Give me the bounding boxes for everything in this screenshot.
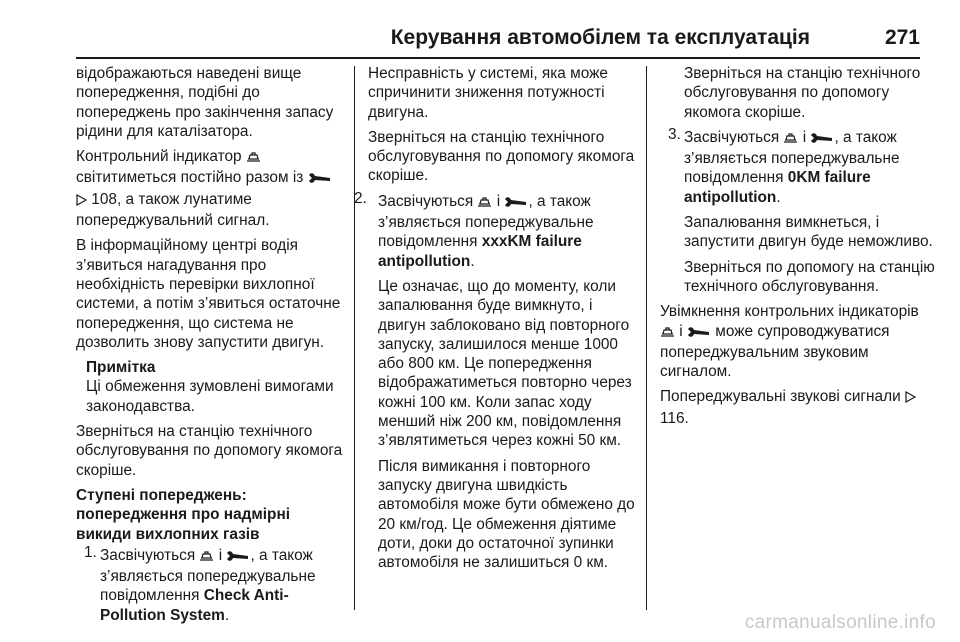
page-header xyxy=(76,0,920,60)
page-number: 271 xyxy=(884,26,920,49)
engine-warning-icon xyxy=(246,149,261,168)
wrench-service-icon xyxy=(687,324,711,343)
paragraph: Зверніться на станцію технічного обслуговування по допомогу якомога скоріше. xyxy=(368,128,635,185)
wrench-service-icon xyxy=(504,194,528,213)
column-2 xyxy=(354,64,636,578)
list-item xyxy=(660,125,935,207)
column-divider xyxy=(354,66,355,610)
column-1 xyxy=(76,64,344,631)
wrench-service-icon xyxy=(226,548,250,567)
text: Засвічуються xyxy=(684,128,780,146)
column-divider xyxy=(646,66,647,610)
text: і xyxy=(218,546,223,564)
paragraph: Після вимикання і повторного запуску двигуна швидкість автомобіля може бути обмежено до 20 км/год. Це обмеження діятиме доти, доки до остаточної зупинки автомобіля не залишиться 0 км. xyxy=(378,457,635,572)
page-reference-arrow-icon xyxy=(76,192,87,211)
text: може супроводжуватися попереджувальним звуковим сигналом. xyxy=(660,322,890,381)
text: , а також з’являється попереджувальне повідомлення xyxy=(684,128,900,187)
column-3 xyxy=(660,64,935,434)
paragraph xyxy=(660,387,935,428)
list-item xyxy=(76,543,344,625)
paragraph: В інформаційному центрі водія з’явиться нагадування про необхідність перевірки вихлопної системи, а потім з’явиться остаточне попередження, що система не дозволить знову запустити двигун. xyxy=(76,237,341,351)
text: , а також з’являється попереджувальне повідомлення xyxy=(378,192,594,251)
list-number: 3. xyxy=(668,125,681,143)
text: . xyxy=(470,252,475,270)
paragraph: Це означає, що до моменту, коли запалювання буде вимкнуто, і двигун заблоковано від повторного запуску, залишилося менше 1000 або 800 км. Це попередження відображатиметься повторно через кожні 100 км. Коли запас ходу менший ніж 200 км, повідомлення з’являтиметься через кожні 50 км. xyxy=(378,277,632,450)
paragraph: відображаються наведені вище попередження, подібні до попереджень про закінчення запасу рідини для каталізатора. xyxy=(76,65,334,140)
text: Засвічуються xyxy=(378,192,474,210)
note-title: Примітка xyxy=(86,359,156,377)
text: . xyxy=(776,188,781,206)
text: Увімкнення контрольних індикаторів xyxy=(660,303,919,321)
list-number: 2. xyxy=(354,189,367,207)
text: і xyxy=(679,322,683,340)
text: Попереджувальні звукові сигнали xyxy=(660,388,901,406)
text: і xyxy=(496,192,501,210)
text: і xyxy=(802,128,807,146)
engine-warning-icon xyxy=(660,324,675,343)
text: . xyxy=(224,606,230,624)
warning-message: xxxKM failure antipollution xyxy=(378,233,582,270)
text: 108, а також лунатиме попереджувальний сигнал. xyxy=(76,190,270,230)
text: , а також з’являється попереджувальне повідомлення xyxy=(100,546,316,605)
engine-warning-icon xyxy=(477,194,492,213)
text: Засвічуються xyxy=(100,546,196,564)
paragraph: Зверніться на станцію технічного обслуговування по допомогу якомога скоріше. xyxy=(684,65,921,121)
paragraph: Зверніться на станцію технічного обслуговування по допомогу якомога скоріше. xyxy=(76,423,343,479)
wrench-service-icon xyxy=(810,130,834,149)
list-item xyxy=(354,189,636,271)
section-heading: Ступені попереджень: попередження про надмірні викиди вихлопних газів xyxy=(76,486,291,543)
watermark: carmanualsonline.info xyxy=(744,612,936,633)
list-number: 1. xyxy=(84,543,97,561)
engine-warning-icon xyxy=(199,548,214,567)
paragraph xyxy=(76,147,344,230)
warning-message: Check Anti-Pollution System xyxy=(100,587,289,624)
note-text: Ці обмеження зумовлені вимогами законодавства. xyxy=(86,378,334,415)
wrench-service-icon xyxy=(308,170,332,189)
page-title: Керування автомобілем та експлуатація xyxy=(390,26,810,49)
paragraph: Зверніться по допомогу на станцію технічного обслуговування. xyxy=(684,258,935,295)
engine-warning-icon xyxy=(783,130,798,149)
paragraph: Запалювання вимкнеться, і запустити двигун буде неможливо. xyxy=(684,214,933,251)
warning-message: 0KM failure antipollution xyxy=(684,169,871,206)
paragraph xyxy=(660,302,935,381)
header-rule xyxy=(76,57,920,59)
page-reference-arrow-icon xyxy=(905,389,916,408)
paragraph: Несправність у системі, яка може спричинити зниження потужності двигуна. xyxy=(368,65,608,121)
text: світитиметься постійно разом із xyxy=(76,169,304,187)
text: 116. xyxy=(660,409,689,427)
text: Контрольний індикатор xyxy=(76,148,242,166)
